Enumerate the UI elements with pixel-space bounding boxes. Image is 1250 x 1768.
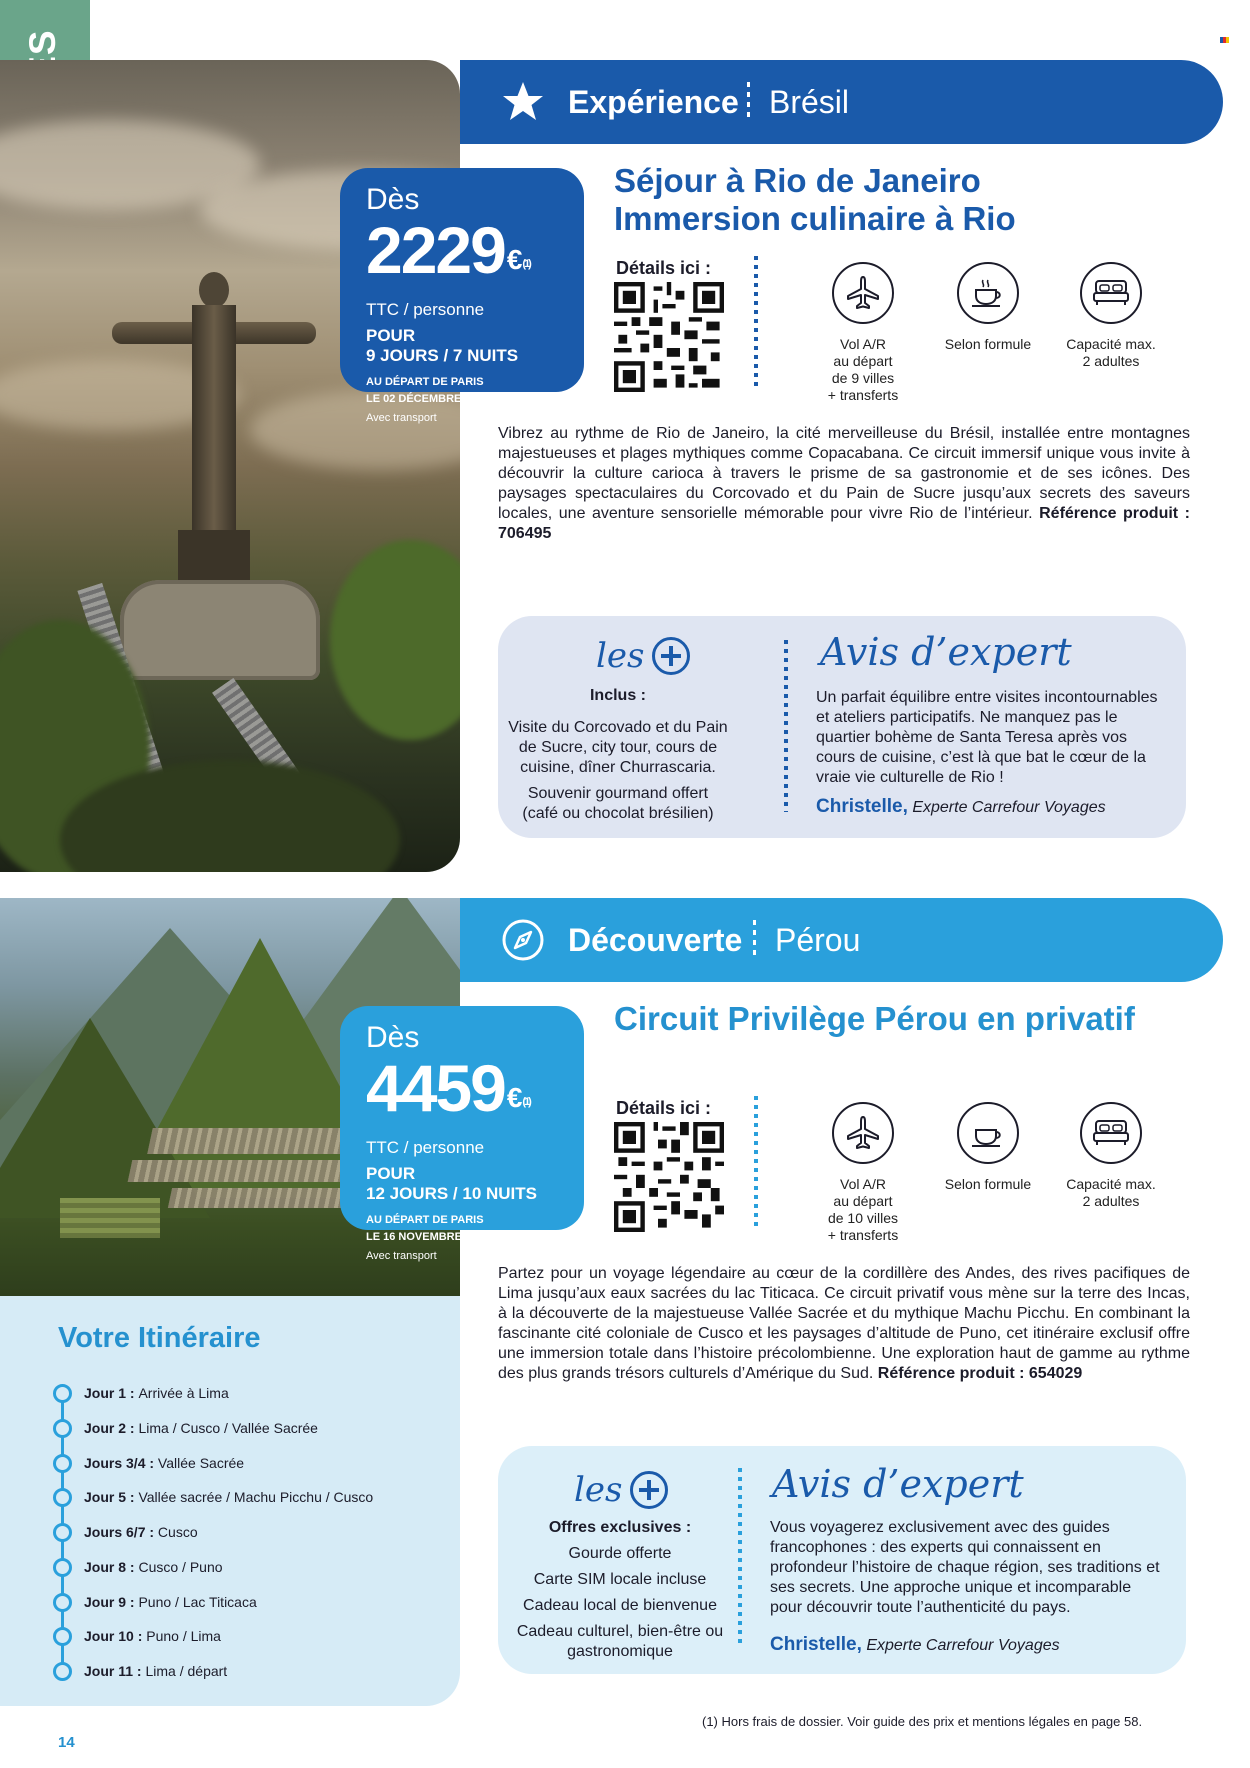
expert-signature bbox=[770, 1634, 1060, 1656]
flag-icon bbox=[1220, 37, 1229, 43]
feature-line: de 10 villes bbox=[827, 1210, 899, 1226]
step-day: Jour 1 : bbox=[84, 1385, 135, 1401]
itinerary-step bbox=[53, 1591, 257, 1613]
star-icon bbox=[500, 79, 546, 125]
page-number: 14 bbox=[58, 1734, 75, 1751]
itinerary-title: Votre Itinéraire bbox=[58, 1322, 261, 1354]
timeline-dot bbox=[53, 1627, 72, 1646]
bed-icon bbox=[1080, 262, 1142, 324]
itinerary-step bbox=[53, 1521, 198, 1543]
timeline-dot bbox=[53, 1454, 72, 1473]
feature-line: + transferts bbox=[827, 1227, 899, 1243]
offer1-price-box bbox=[340, 168, 584, 424]
offer1-category: Expérience bbox=[568, 83, 739, 120]
departure-city: AU DÉPART DE PARIS bbox=[366, 376, 484, 388]
feature-line: Capacité max. bbox=[1066, 1176, 1156, 1192]
offers-heading: Offres exclusives : bbox=[548, 1519, 692, 1536]
offer2-category: Découverte bbox=[568, 921, 743, 958]
plane-icon bbox=[832, 262, 894, 324]
dotted-divider bbox=[784, 640, 788, 812]
itinerary-step bbox=[53, 1660, 227, 1682]
dotted-divider bbox=[754, 256, 758, 386]
expert-text: Vous voyagerez exclusivement avec des guides francophones : des experts qui connaissent en profondeur l’histoire de chaque région, ses traditions et ses secrets. Une approche unique et incomparable pour découvrir toute l’authenticité du pays. bbox=[770, 1519, 1160, 1616]
feature-line: 2 adultes bbox=[1082, 1193, 1140, 1209]
plus-circle-icon bbox=[630, 1471, 668, 1509]
step-day: Jour 10 : bbox=[84, 1628, 143, 1644]
expert-text: Un parfait équilibre entre visites incontournables et ateliers participatifs. Ne manquez pas le quartier bohème de Santa Teresa après vos cours de cuisine, c’est là que bat le cœur de la vraie vie culturelle de Rio ! bbox=[816, 689, 1158, 786]
itinerary-step bbox=[53, 1625, 221, 1647]
itinerary-step bbox=[53, 1486, 373, 1508]
timeline-dot bbox=[53, 1662, 72, 1681]
step-day: Jour 5 : bbox=[84, 1489, 135, 1505]
price-amount-row bbox=[366, 1051, 584, 1134]
offer2-exclusive-offers bbox=[508, 1518, 732, 1662]
les-label: les bbox=[596, 636, 645, 676]
price-prefix: Dès bbox=[366, 1021, 420, 1054]
offer2-header-band bbox=[460, 898, 1223, 982]
timeline-dot bbox=[53, 1384, 72, 1403]
itinerary-step bbox=[53, 1417, 318, 1439]
qr-code[interactable] bbox=[614, 282, 724, 392]
feature-line: Selon formule bbox=[944, 336, 1032, 352]
expert-role: Experte Carrefour Voyages bbox=[912, 799, 1106, 816]
step-text: Lima / départ bbox=[145, 1663, 228, 1679]
feature-capacity bbox=[1046, 262, 1176, 370]
itinerary-step bbox=[53, 1452, 244, 1474]
step-day: Jours 6/7 : bbox=[84, 1524, 155, 1540]
step-text: Cusco bbox=[157, 1524, 198, 1540]
dotted-divider bbox=[754, 1096, 758, 1226]
price-pour: POUR bbox=[366, 326, 416, 345]
price-note: (1) bbox=[522, 1096, 530, 1108]
step-text: Puno / Lac Titicaca bbox=[138, 1594, 257, 1610]
product-reference: Référence produit : 654029 bbox=[877, 1365, 1083, 1382]
step-text: Vallée Sacrée bbox=[157, 1455, 245, 1471]
offer-item: Gourde offerte bbox=[568, 1545, 672, 1562]
offer1-title-line1: Séjour à Rio de Janeiro bbox=[614, 162, 981, 199]
offer2-price-box bbox=[340, 1006, 584, 1262]
price-currency: € bbox=[506, 1082, 521, 1113]
product-reference: Référence produit : 706495 bbox=[498, 505, 1190, 542]
price-transport: Avec transport bbox=[366, 1250, 437, 1262]
cup-icon bbox=[957, 1102, 1019, 1164]
les-plus-heading bbox=[574, 1470, 668, 1510]
expert-title: Avis d’expert bbox=[820, 630, 1072, 674]
description-text: Vibrez au rythme de Rio de Janeiro, la cité merveilleuse du Brésil, installée entre montagnes majestueuses et plages mythiques comme Copacabana. Ce circuit immersif unique vous invite à découvrir la culture carioca à travers le prisme de sa gastronomie et de ses icônes. Des paysages spectaculaires du Corcovado et du Pain de Sucre jusqu’aux secrets des saveurs locales, une aventure sensorielle mémorable pour vivre Rio de l’intérieur. bbox=[498, 425, 1190, 522]
step-text: Arrivée à Lima bbox=[138, 1385, 229, 1401]
qr-label: Détails ici : bbox=[616, 1098, 712, 1118]
price-ttc: TTC / personne bbox=[366, 1138, 485, 1157]
feature-meals bbox=[923, 1102, 1053, 1193]
timeline-dot bbox=[53, 1558, 72, 1577]
expert-name: Christelle, bbox=[816, 796, 908, 817]
feature-line: Vol A/R bbox=[840, 336, 886, 352]
qr-label: Détails ici : bbox=[616, 258, 712, 278]
price-pour: POUR bbox=[366, 1164, 416, 1183]
departure-date: LE 16 NOVEMBRE 2026 bbox=[366, 1231, 490, 1243]
price-currency: € bbox=[506, 244, 521, 275]
expert-title: Avis d’expert bbox=[772, 1462, 1024, 1506]
feature-capacity bbox=[1046, 1102, 1176, 1210]
step-day: Jours 3/4 : bbox=[84, 1455, 155, 1471]
offer1-title-line2: Immersion culinaire à Rio bbox=[614, 200, 1016, 237]
les-label: les bbox=[574, 1470, 623, 1510]
price-ttc: TTC / personne bbox=[366, 300, 485, 319]
offer2-country: Pérou bbox=[775, 921, 861, 958]
price-note: (1) bbox=[522, 258, 530, 270]
price-transport: Avec transport bbox=[366, 412, 437, 424]
expert-name: Christelle, bbox=[770, 1634, 862, 1655]
offer2-title: Circuit Privilège Pérou en privatif bbox=[614, 1000, 1135, 1037]
offer1-included bbox=[508, 686, 728, 824]
price-departure bbox=[366, 1212, 584, 1246]
price-prefix: Dès bbox=[366, 183, 420, 216]
feature-flight bbox=[798, 1102, 928, 1244]
feature-flight bbox=[798, 262, 928, 404]
timeline-dot bbox=[53, 1419, 72, 1438]
les-plus-heading bbox=[596, 636, 690, 676]
price-amount: 2229 bbox=[366, 213, 505, 287]
step-text: Lima / Cusco / Vallée Sacrée bbox=[138, 1420, 318, 1436]
offer-item: Carte SIM locale incluse bbox=[533, 1571, 707, 1588]
offer1-country: Brésil bbox=[769, 83, 850, 120]
itinerary-step bbox=[53, 1382, 229, 1404]
timeline-dot bbox=[53, 1523, 72, 1542]
included-heading: Inclus : bbox=[589, 687, 646, 704]
price-duration: 12 JOURS / 10 NUITS bbox=[366, 1184, 538, 1203]
included-item: Visite du Corcovado et du Pain de Sucre, city tour, cours de cuisine, dîner Churrascaria. bbox=[508, 719, 728, 776]
feature-line: 2 adultes bbox=[1082, 353, 1140, 369]
cup-icon bbox=[957, 262, 1019, 324]
separator bbox=[747, 82, 750, 122]
offer2-description bbox=[498, 1264, 1190, 1384]
price-duration: 9 JOURS / 7 NUITS bbox=[366, 346, 519, 365]
step-day: Jour 8 : bbox=[84, 1559, 135, 1575]
plus-circle-icon bbox=[652, 637, 690, 675]
feature-line: Selon formule bbox=[944, 1176, 1032, 1192]
feature-line: Capacité max. bbox=[1066, 336, 1156, 352]
step-text: Cusco / Puno bbox=[138, 1559, 223, 1575]
offer1-description bbox=[498, 424, 1190, 544]
step-text: Puno / Lima bbox=[146, 1628, 221, 1644]
price-departure bbox=[366, 374, 584, 408]
legal-footnote: (1) Hors frais de dossier. Voir guide des prix et mentions légales en page 58. bbox=[702, 1714, 1143, 1729]
description-text: Partez pour un voyage légendaire au cœur de la cordillère des Andes, des rives pacifiques de Lima jusqu’aux eaux sacrées du lac Titicaca. Ce circuit privatif vous mène sur la terre des Incas, à la découverte de la majestueuse Vallée Sacrée et du mythique Machu Picchu. En combinant la fascinante cité coloniale de Cusco et les paysages d’altitude de Puno, cet itinéraire exclusif offre une immersion totale dans l’histoire précolombienne. Une exploration haut de gamme au rythme des plus grands trésors culturels d’Amérique du Sud. bbox=[498, 1265, 1190, 1382]
plane-icon bbox=[832, 1102, 894, 1164]
timeline-dot bbox=[53, 1488, 72, 1507]
step-text: Vallée sacrée / Machu Picchu / Cusco bbox=[138, 1489, 374, 1505]
timeline-dot bbox=[53, 1593, 72, 1612]
price-amount: 4459 bbox=[366, 1051, 505, 1125]
qr-code[interactable] bbox=[614, 1122, 724, 1232]
separator bbox=[753, 920, 756, 960]
departure-city: AU DÉPART DE PARIS bbox=[366, 1214, 484, 1226]
included-item: Souvenir gourmand offert (café ou chocolat brésilien) bbox=[522, 785, 714, 822]
feature-line: + transferts bbox=[827, 387, 899, 403]
offer1-header-band bbox=[460, 60, 1223, 144]
expert-signature bbox=[816, 796, 1106, 818]
expert-role: Experte Carrefour Voyages bbox=[866, 1637, 1060, 1654]
feature-line: au départ bbox=[833, 353, 893, 369]
offer-item: Cadeau local de bienvenue bbox=[523, 1597, 717, 1614]
step-day: Jour 11 : bbox=[84, 1663, 142, 1679]
feature-line: Vol A/R bbox=[840, 1176, 886, 1192]
step-day: Jour 9 : bbox=[84, 1594, 135, 1610]
step-day: Jour 2 : bbox=[84, 1420, 135, 1436]
offer-item: Cadeau culturel, bien-être ou gastronomique bbox=[516, 1623, 724, 1660]
feature-line: de 9 villes bbox=[831, 370, 895, 386]
departure-date: LE 02 DÉCEMBRE 2026 bbox=[366, 393, 489, 405]
feature-meals bbox=[923, 262, 1053, 353]
compass-icon bbox=[500, 917, 546, 963]
dotted-divider bbox=[738, 1468, 742, 1648]
itinerary-step bbox=[53, 1556, 223, 1578]
bed-icon bbox=[1080, 1102, 1142, 1164]
price-amount-row bbox=[366, 213, 584, 296]
feature-line: au départ bbox=[833, 1193, 893, 1209]
